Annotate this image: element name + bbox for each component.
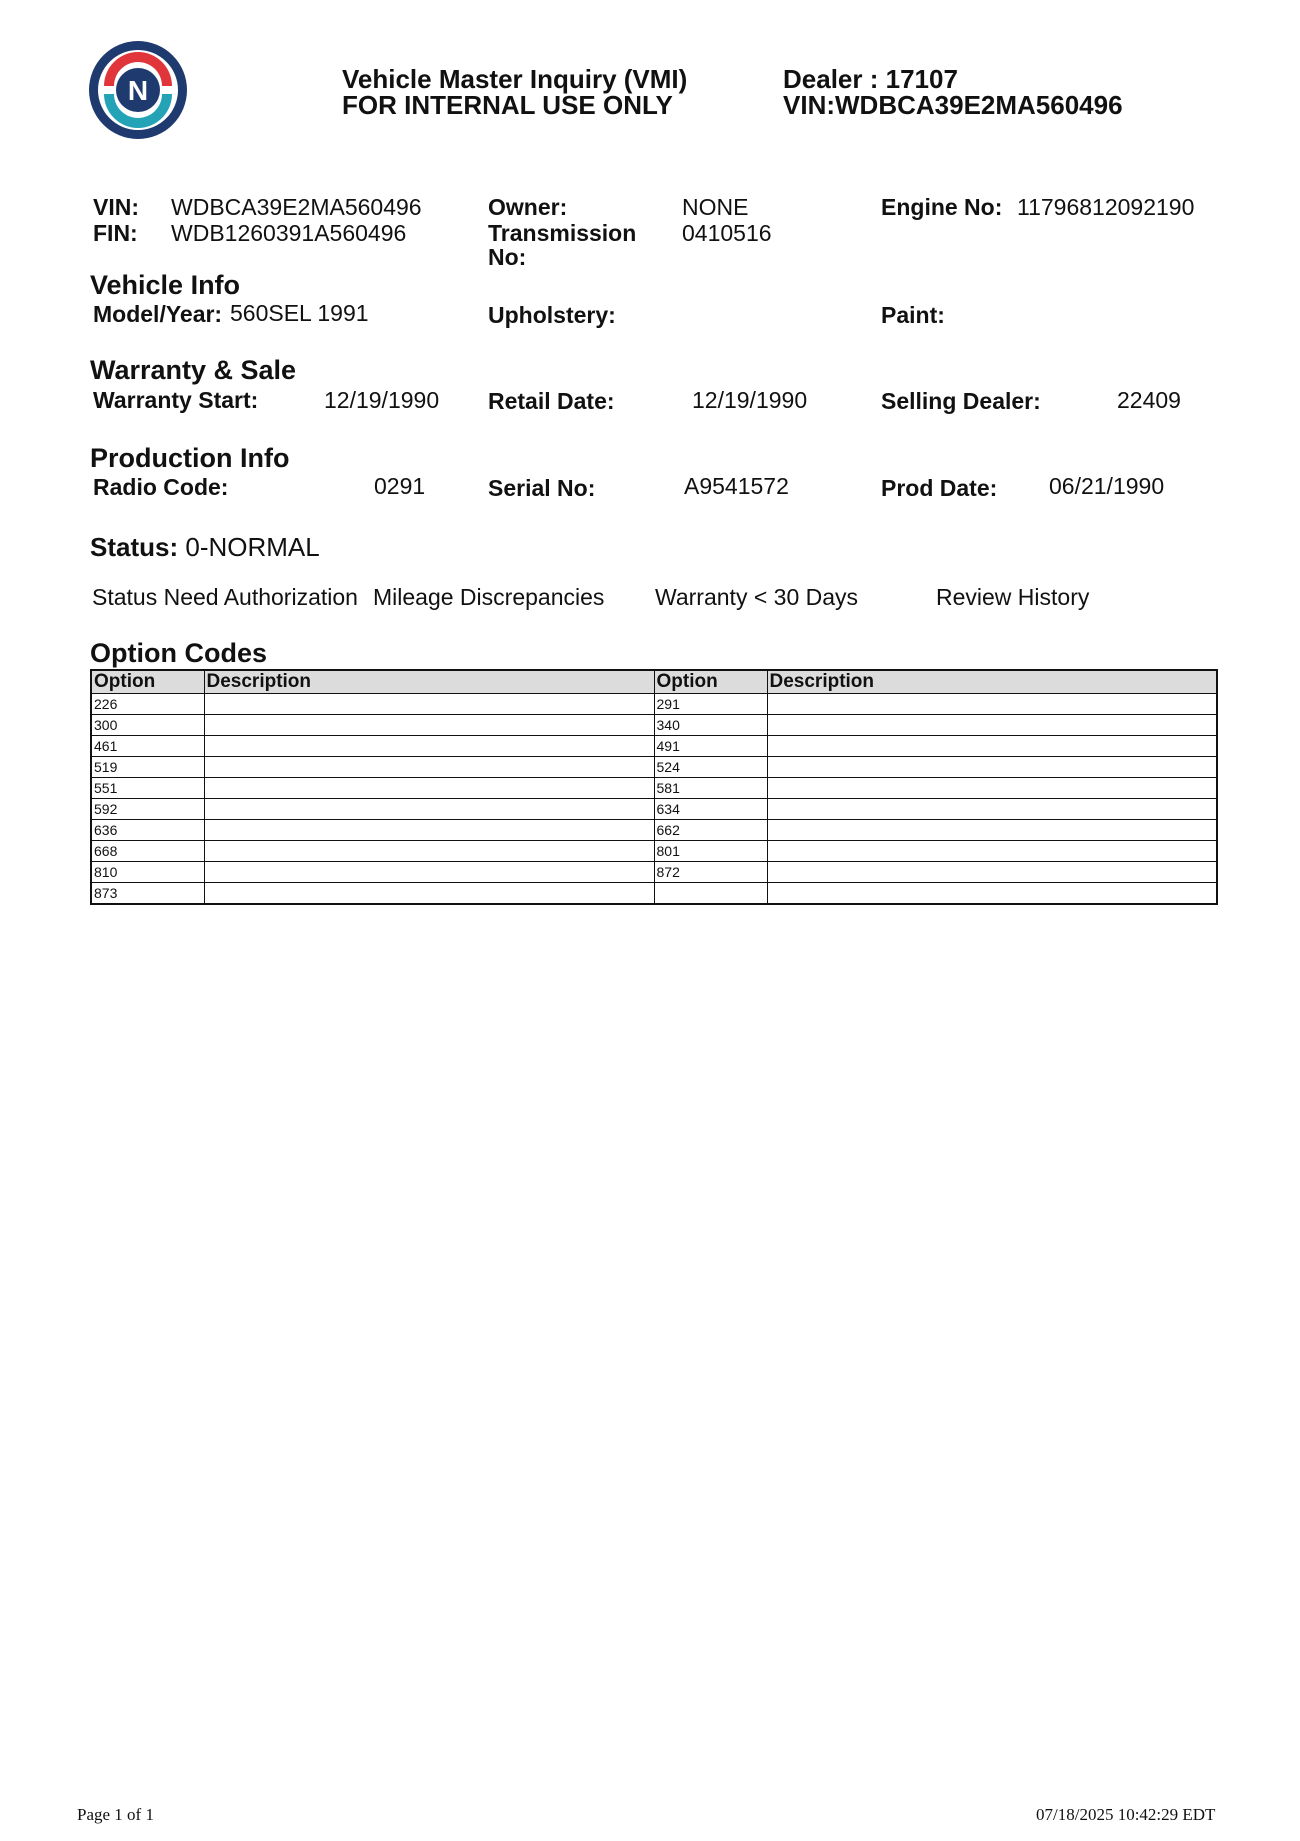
report-timestamp: 07/18/2025 10:42:29 EDT — [1036, 1805, 1216, 1824]
table-row — [91, 757, 1217, 778]
status-line — [90, 532, 320, 563]
option-code-cell: 873 — [91, 883, 204, 905]
page-number: Page 1 of 1 — [77, 1805, 154, 1824]
warranty-sale-heading: Warranty & Sale — [90, 355, 297, 385]
option-code-cell: 810 — [91, 862, 204, 883]
table-row — [91, 715, 1217, 736]
serial-no-value: A9541572 — [684, 473, 789, 499]
description-cell — [767, 862, 1217, 883]
description-cell — [767, 883, 1217, 905]
description-cell — [767, 778, 1217, 799]
description-cell — [767, 694, 1217, 715]
table-row — [91, 778, 1217, 799]
production-info-heading: Production Info — [90, 443, 290, 473]
description-cell — [204, 736, 654, 757]
vin-label: VIN: — [93, 194, 139, 220]
table-row — [91, 883, 1217, 905]
option-code-cell: 340 — [654, 715, 767, 736]
company-logo — [86, 38, 190, 142]
table-row — [91, 862, 1217, 883]
description-cell — [767, 841, 1217, 862]
option-codes-table — [90, 669, 1218, 905]
description-cell — [767, 736, 1217, 757]
transmission-value: 0410516 — [682, 220, 772, 246]
owner-label: Owner: — [488, 194, 568, 220]
option-code-cell: 524 — [654, 757, 767, 778]
option-code-cell — [654, 883, 767, 905]
option-code-cell: 872 — [654, 862, 767, 883]
dealer-header: Dealer : 17107 — [783, 64, 958, 94]
radio-code-label: Radio Code: — [93, 474, 229, 500]
status-label: Status: — [90, 532, 179, 562]
description-cell — [204, 820, 654, 841]
description-cell — [767, 820, 1217, 841]
description-cell — [767, 757, 1217, 778]
report-title: Vehicle Master Inquiry (VMI) — [342, 64, 688, 94]
flag-mileage-discrepancies: Mileage Discrepancies — [373, 584, 605, 610]
option-code-cell: 592 — [91, 799, 204, 820]
fin-value: WDB1260391A560496 — [171, 220, 407, 246]
model-year-value: 560SEL 1991 — [230, 300, 369, 326]
column-header: Option — [654, 670, 767, 694]
vin-header: VIN:WDBCA39E2MA560496 — [783, 90, 1123, 120]
description-cell — [204, 841, 654, 862]
transmission-label-line1: Transmission — [488, 220, 637, 246]
table-row — [91, 820, 1217, 841]
option-code-cell: 226 — [91, 694, 204, 715]
flag-status-need-authorization: Status Need Authorization — [92, 584, 358, 610]
paint-label: Paint: — [881, 302, 945, 328]
option-code-cell: 634 — [654, 799, 767, 820]
option-codes-body — [91, 694, 1217, 905]
column-header: Description — [767, 670, 1217, 694]
description-cell — [204, 757, 654, 778]
serial-no-label: Serial No: — [488, 475, 596, 501]
description-cell — [767, 715, 1217, 736]
flag-warranty-30-days: Warranty < 30 Days — [655, 584, 859, 610]
column-header: Description — [204, 670, 654, 694]
prod-date-value: 06/21/1990 — [1049, 473, 1165, 499]
option-code-cell: 636 — [91, 820, 204, 841]
option-code-cell: 668 — [91, 841, 204, 862]
column-header: Option — [91, 670, 204, 694]
fin-label: FIN: — [93, 220, 138, 246]
description-cell — [204, 778, 654, 799]
prod-date-label: Prod Date: — [881, 475, 998, 501]
report-subtitle: FOR INTERNAL USE ONLY — [342, 90, 673, 120]
table-header-row — [91, 670, 1217, 694]
option-code-cell: 662 — [654, 820, 767, 841]
radio-code-value: 0291 — [374, 473, 426, 499]
table-row — [91, 736, 1217, 757]
description-cell — [204, 799, 654, 820]
retail-date-label: Retail Date: — [488, 388, 615, 414]
description-cell — [204, 883, 654, 905]
warranty-start-value: 12/19/1990 — [324, 387, 440, 413]
description-cell — [204, 862, 654, 883]
option-code-cell: 519 — [91, 757, 204, 778]
table-row — [91, 799, 1217, 820]
vin-value: WDBCA39E2MA560496 — [171, 194, 422, 220]
selling-dealer-value: 22409 — [1117, 387, 1181, 413]
table-row — [91, 694, 1217, 715]
description-cell — [204, 715, 654, 736]
logo-letter: N — [127, 75, 149, 106]
owner-value: NONE — [682, 194, 749, 220]
vehicle-info-heading: Vehicle Info — [90, 270, 241, 300]
option-code-cell: 461 — [91, 736, 204, 757]
option-code-cell: 801 — [654, 841, 767, 862]
engine-value: 11796812092190 — [1017, 194, 1195, 220]
retail-date-value: 12/19/1990 — [692, 387, 808, 413]
selling-dealer-label: Selling Dealer: — [881, 388, 1041, 414]
table-row — [91, 841, 1217, 862]
description-cell — [767, 799, 1217, 820]
option-code-cell: 491 — [654, 736, 767, 757]
option-code-cell: 291 — [654, 694, 767, 715]
flag-review-history: Review History — [936, 584, 1090, 610]
description-cell — [204, 694, 654, 715]
warranty-start-label: Warranty Start: — [93, 387, 259, 413]
option-codes-heading: Option Codes — [90, 638, 267, 668]
upholstery-label: Upholstery: — [488, 302, 616, 328]
option-code-cell: 581 — [654, 778, 767, 799]
status-value: 0-NORMAL — [185, 532, 320, 562]
option-code-cell: 551 — [91, 778, 204, 799]
engine-label: Engine No: — [881, 194, 1003, 220]
option-code-cell: 300 — [91, 715, 204, 736]
model-year-label: Model/Year: — [93, 301, 223, 327]
transmission-label-line2: No: — [488, 244, 527, 270]
